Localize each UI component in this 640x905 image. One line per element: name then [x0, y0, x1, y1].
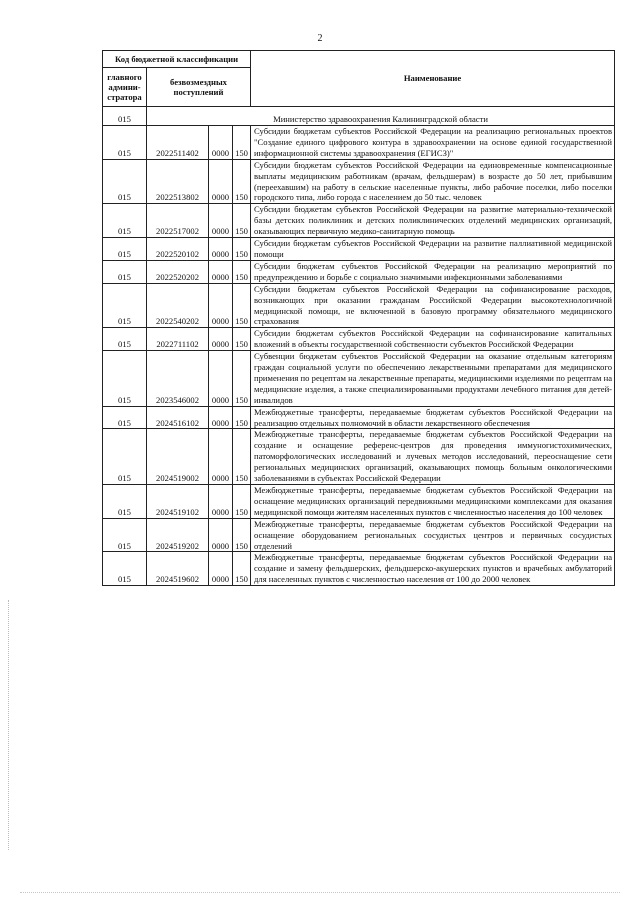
- analytic-code-cell: 150: [233, 351, 251, 407]
- scan-bottom-noise: [20, 886, 620, 893]
- admin-column-header: главного админи-стратора: [103, 68, 147, 107]
- revenue-code-cell: 2024516102: [147, 406, 209, 429]
- admin-code-cell: 015: [103, 429, 147, 485]
- table-row: [103, 260, 615, 283]
- table-row: [103, 429, 615, 485]
- table-row: [103, 283, 615, 328]
- description-cell: Субсидии бюджетам субъектов Российской Федерации на реализацию мероприятий по предупреждению и борьбе с социально значимыми инфекционными заболеваниями: [251, 260, 615, 283]
- admin-code-cell: 015: [103, 328, 147, 351]
- admin-code-cell: 015: [103, 159, 147, 204]
- analytic-code-cell: 150: [233, 406, 251, 429]
- table-row: [103, 351, 615, 407]
- analytic-code-cell: 150: [233, 260, 251, 283]
- sub-code-cell: 0000: [209, 485, 233, 519]
- description-cell: Субвенции бюджетам субъектов Российской Федерации на оказание отдельным категориям граждан социальной услуги по обеспечению лекарственными препаратами для медицинского применения по рецептам на лекарственные препараты, медицинскими изделиями по рецептам на медицинские изделия, а также специализированными продуктами лечебного питания для детей-инвалидов: [251, 351, 615, 407]
- description-cell: Субсидии бюджетам субъектов Российской Федерации на развитие материально-технической базы детских поликлиник и детских поликлинических отделений медицинских организаций, оказывающих первичную медико-санитарную помощь: [251, 204, 615, 238]
- analytic-code-cell: 150: [233, 126, 251, 160]
- table-row: [103, 406, 615, 429]
- ministry-row: [103, 107, 615, 126]
- table-row: [103, 518, 615, 552]
- sub-code-cell: 0000: [209, 552, 233, 586]
- description-cell: Межбюджетные трансферты, передаваемые бюджетам субъектов Российской Федерации на оснащение медицинских организаций передвижными медицинскими комплексами для оказания медицинской помощи жителям населенных пунктов с численностью населения до 100 человек: [251, 485, 615, 519]
- revenue-code-cell: 2022540202: [147, 283, 209, 328]
- admin-code-cell: 015: [103, 485, 147, 519]
- revenue-code-cell: 2024519602: [147, 552, 209, 586]
- table-row: [103, 238, 615, 261]
- admin-code-cell: 015: [103, 204, 147, 238]
- sub-code-cell: 0000: [209, 159, 233, 204]
- sub-code-cell: 0000: [209, 518, 233, 552]
- analytic-code-cell: 150: [233, 485, 251, 519]
- ministry-admin-code: 015: [103, 107, 147, 126]
- analytic-code-cell: 150: [233, 518, 251, 552]
- revenue-code-cell: 2022520202: [147, 260, 209, 283]
- description-cell: Субсидии бюджетам субъектов Российской Федерации на единовременные компенсационные выплаты медицинским работникам (врачам, фельдшерам) в возрасте до 50 лет, прибывшим (переехавшим) на работу в сельские населенные пункты, либо рабочие поселки, либо поселки городского типа, либо города с населением до 50 тыс. человек: [251, 159, 615, 204]
- code-group-header: Код бюджетной классификации: [103, 51, 251, 68]
- description-cell: Субсидии бюджетам субъектов Российской Федерации на софинансирование расходов, возникающих при оказании гражданам Российской Федерации высокотехнологичной медицинской помощи, не включенной в базовую программу обязательного медицинского страхования: [251, 283, 615, 328]
- description-cell: Межбюджетные трансферты, передаваемые бюджетам субъектов Российской Федерации на создание и замену фельдшерских, фельдшерско-акушерских пунктов и врачебных амбулаторий для населенных пунктов с численностью населения от 100 до 2000 человек: [251, 552, 615, 586]
- name-column-header: Наименование: [251, 51, 615, 107]
- admin-code-cell: 015: [103, 406, 147, 429]
- admin-code-cell: 015: [103, 238, 147, 261]
- analytic-code-cell: 150: [233, 283, 251, 328]
- sub-code-cell: 0000: [209, 238, 233, 261]
- revenue-column-header: безвозмездных поступлений: [147, 68, 251, 107]
- sub-code-cell: 0000: [209, 429, 233, 485]
- revenue-code-cell: 2023546002: [147, 351, 209, 407]
- scan-margin-marks: [8, 600, 11, 850]
- sub-code-cell: 0000: [209, 328, 233, 351]
- admin-code-cell: 015: [103, 518, 147, 552]
- table-row: [103, 552, 615, 586]
- sub-code-cell: 0000: [209, 283, 233, 328]
- budget-classification-table: [102, 50, 615, 586]
- page-number: 2: [317, 33, 323, 44]
- table-row: [103, 204, 615, 238]
- description-cell: Межбюджетные трансферты, передаваемые бюджетам субъектов Российской Федерации на оснащение оборудованием региональных сосудистых центров и первичных сосудистых отделений: [251, 518, 615, 552]
- revenue-code-cell: 2022517002: [147, 204, 209, 238]
- revenue-code-cell: 2024519002: [147, 429, 209, 485]
- admin-code-cell: 015: [103, 351, 147, 407]
- revenue-code-cell: 2022711102: [147, 328, 209, 351]
- revenue-code-cell: 2022513802: [147, 159, 209, 204]
- analytic-code-cell: 150: [233, 429, 251, 485]
- sub-code-cell: 0000: [209, 351, 233, 407]
- sub-code-cell: 0000: [209, 260, 233, 283]
- admin-code-cell: 015: [103, 283, 147, 328]
- revenue-code-cell: 2022511402: [147, 126, 209, 160]
- description-cell: Субсидии бюджетам субъектов Российской Федерации на софинансирование капитальных вложений в объекты государственной собственности субъектов Российской Федерации: [251, 328, 615, 351]
- analytic-code-cell: 150: [233, 238, 251, 261]
- sub-code-cell: 0000: [209, 204, 233, 238]
- description-cell: Межбюджетные трансферты, передаваемые бюджетам субъектов Российской Федерации на реализацию отдельных полномочий в области лекарственного обеспечения: [251, 406, 615, 429]
- ministry-name: Министерство здравоохранения Калининградской области: [147, 107, 615, 126]
- revenue-code-cell: 2022520102: [147, 238, 209, 261]
- table-body: [103, 107, 615, 586]
- table-row: [103, 126, 615, 160]
- table-row: [103, 159, 615, 204]
- analytic-code-cell: 150: [233, 328, 251, 351]
- table-row: [103, 328, 615, 351]
- admin-code-cell: 015: [103, 260, 147, 283]
- admin-code-cell: 015: [103, 552, 147, 586]
- description-cell: Субсидии бюджетам субъектов Российской Федерации на развитие паллиативной медицинской помощи: [251, 238, 615, 261]
- analytic-code-cell: 150: [233, 204, 251, 238]
- admin-code-cell: 015: [103, 126, 147, 160]
- sub-code-cell: 0000: [209, 406, 233, 429]
- description-cell: Субсидии бюджетам субъектов Российской Федерации на реализацию региональных проектов "Создание единого цифрового контура в здравоохранении на основе единой государственной информационной системы здравоохранения (ЕГИСЗ)": [251, 126, 615, 160]
- analytic-code-cell: 150: [233, 159, 251, 204]
- revenue-code-cell: 2024519102: [147, 485, 209, 519]
- description-cell: Межбюджетные трансферты, передаваемые бюджетам субъектов Российской Федерации на создание и оснащение референс-центров для проведения иммуногистохимических, патоморфологических исследований и лучевых методов исследований, переоснащение сети региональных медицинских организаций, оказывающих помощь больным онкологическими заболеваниями в субъектах Российской Федерации: [251, 429, 615, 485]
- revenue-code-cell: 2024519202: [147, 518, 209, 552]
- analytic-code-cell: 150: [233, 552, 251, 586]
- sub-code-cell: 0000: [209, 126, 233, 160]
- table-row: [103, 485, 615, 519]
